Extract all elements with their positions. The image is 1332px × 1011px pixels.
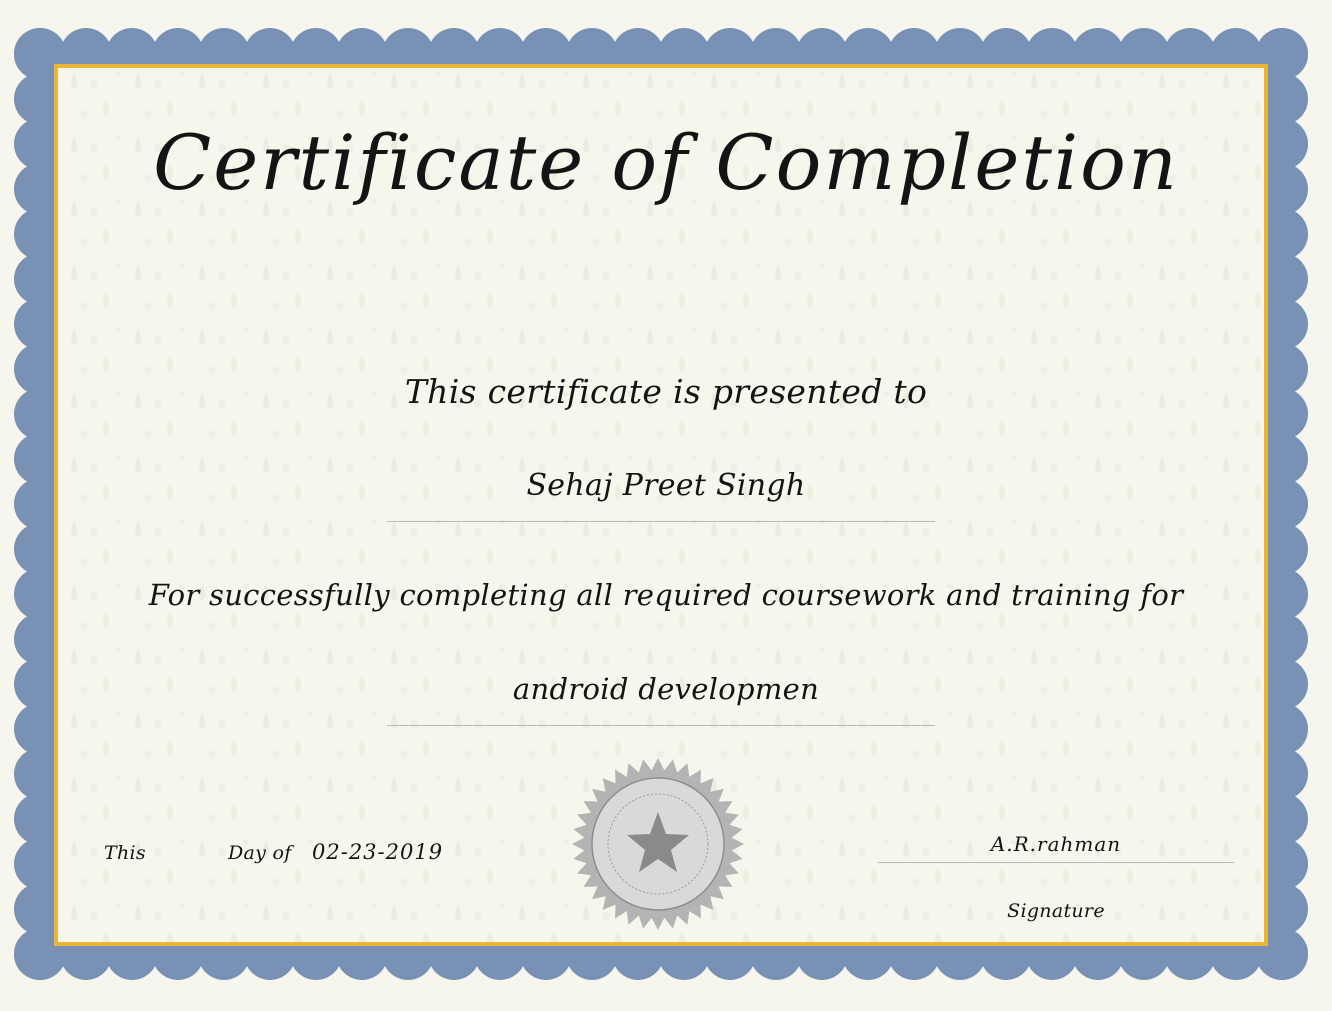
day-of-label: Day of — [228, 842, 292, 864]
signature-line — [878, 862, 1234, 863]
star-seal-icon — [570, 756, 746, 932]
certificate-title: Certificate of Completion — [153, 118, 1179, 207]
course-name: android developmen — [512, 672, 820, 706]
this-label: This — [104, 842, 146, 864]
signature-label: Signature — [1007, 900, 1105, 922]
issue-date: 02-23-2019 — [312, 840, 444, 864]
recipient-name: Sehaj Preet Singh — [526, 468, 806, 503]
course-underline — [387, 725, 935, 726]
reason-line: For successfully completing all required coursework and training for — [148, 578, 1184, 612]
signer-name: A.R.rahman — [990, 832, 1122, 856]
presented-to-line: This certificate is presented to — [404, 372, 928, 411]
recipient-underline — [387, 521, 935, 522]
